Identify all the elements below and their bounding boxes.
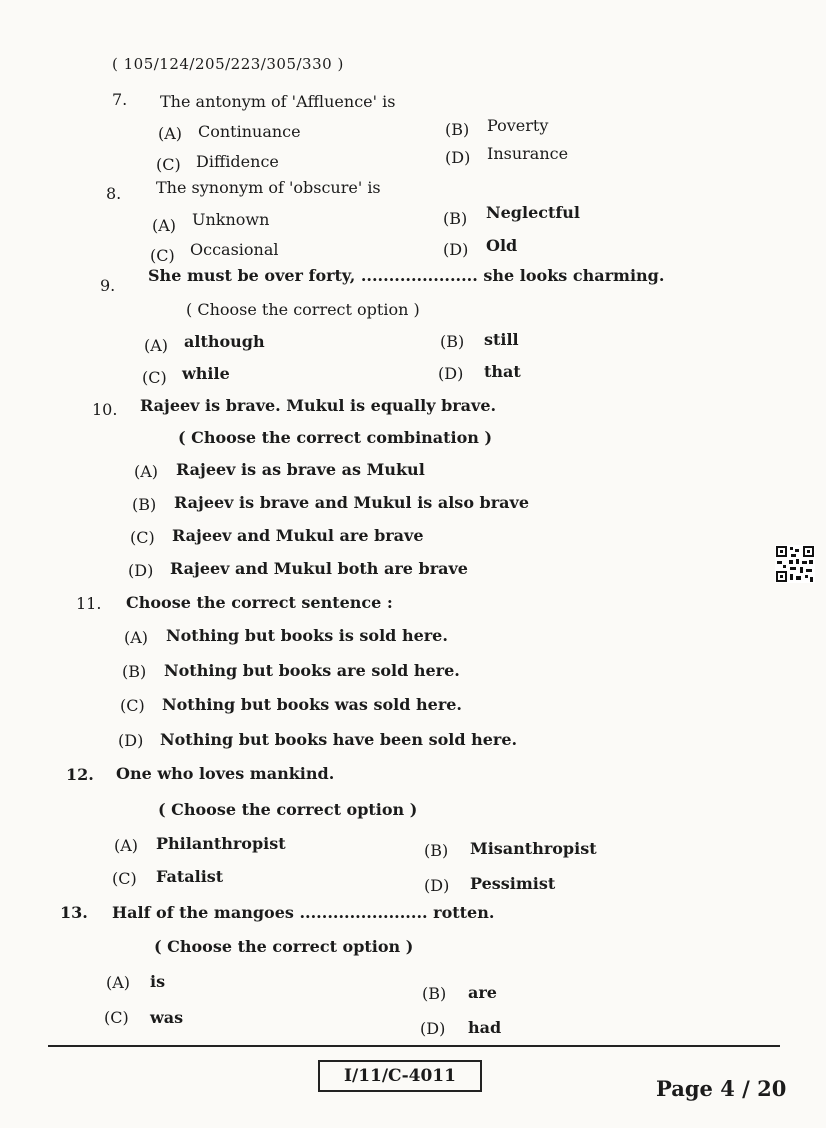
instruction-text: ( Choose the correct option ): [158, 800, 418, 819]
option-label: (A): [144, 336, 169, 355]
qr-code-icon: [775, 545, 815, 583]
footer-code-box: I/11/C-4011: [318, 1060, 482, 1092]
question-text: Rajeev is brave. Mukul is equally brave.: [140, 396, 497, 415]
option-text: Rajeev is brave and Mukul is also brave: [174, 493, 530, 512]
question-text: The synonym of 'obscure' is: [156, 178, 381, 197]
option-label: (D): [128, 561, 154, 580]
option-label: (B): [424, 841, 449, 860]
option-label: (B): [440, 332, 465, 351]
option-text: Rajeev is as brave as Mukul: [176, 460, 425, 479]
question-text: Half of the mangoes ....................... rotten.: [112, 903, 495, 922]
option-label: (B): [122, 662, 147, 681]
option-label: (C): [142, 368, 167, 387]
question-number: 11.: [76, 594, 102, 613]
option-text: Nothing but books have been sold here.: [160, 730, 518, 749]
option-label: (C): [112, 869, 137, 888]
option-label: (A): [124, 628, 149, 647]
option-text: Diffidence: [196, 152, 279, 171]
question-text: One who loves mankind.: [116, 764, 335, 783]
question-number: 9.: [100, 276, 116, 295]
question-text: The antonym of 'Affluence' is: [160, 92, 396, 111]
option-text: was: [150, 1008, 184, 1027]
option-label: (D): [445, 148, 471, 167]
option-text: Fatalist: [156, 867, 224, 886]
option-label: (B): [445, 120, 470, 139]
option-text: Neglectful: [486, 203, 580, 222]
option-label: (C): [150, 246, 175, 265]
option-text: Nothing but books was sold here.: [162, 695, 462, 714]
option-label: (B): [443, 209, 468, 228]
option-label: (D): [420, 1019, 446, 1038]
option-text: Occasional: [190, 240, 279, 259]
instruction-text: ( Choose the correct option ): [186, 300, 420, 319]
option-text: Unknown: [192, 210, 270, 229]
option-text: although: [184, 332, 265, 351]
option-label: (B): [422, 984, 447, 1003]
option-text: Philanthropist: [156, 834, 286, 853]
page-number: Page 4 / 20: [656, 1076, 787, 1101]
option-text: had: [468, 1018, 502, 1037]
option-text: Rajeev and Mukul are brave: [172, 526, 424, 545]
option-label: (D): [424, 876, 450, 895]
paper-code: ( 105/124/205/223/305/330 ): [112, 55, 344, 73]
question-number: 13.: [60, 903, 88, 922]
instruction-text: ( Choose the correct combination ): [178, 428, 493, 447]
option-text: Insurance: [487, 144, 569, 163]
option-text: Pessimist: [470, 874, 556, 893]
option-label: (C): [120, 696, 145, 715]
option-text: while: [182, 364, 230, 383]
option-text: Rajeev and Mukul both are brave: [170, 559, 468, 578]
option-text: Old: [486, 236, 518, 255]
question-number: 8.: [106, 184, 122, 203]
option-text: still: [484, 330, 519, 349]
option-label: (A): [134, 462, 159, 481]
question-number: 10.: [92, 400, 118, 419]
option-label: (D): [438, 364, 464, 383]
option-text: Nothing but books is sold here.: [166, 626, 448, 645]
option-label: (A): [152, 216, 177, 235]
option-label: (B): [132, 495, 157, 514]
option-text: Continuance: [198, 122, 301, 141]
option-label: (A): [158, 124, 183, 143]
question-number: 7.: [112, 90, 128, 109]
option-text: Poverty: [487, 116, 549, 135]
question-text: Choose the correct sentence :: [126, 593, 393, 612]
option-text: are: [468, 983, 497, 1002]
option-label: (A): [106, 973, 131, 992]
option-label: (C): [130, 528, 155, 547]
footer-divider: [48, 1045, 780, 1047]
instruction-text: ( Choose the correct option ): [154, 937, 414, 956]
option-text: is: [150, 972, 166, 991]
option-label: (D): [443, 240, 469, 259]
option-text: Misanthropist: [470, 839, 597, 858]
option-text: that: [484, 362, 521, 381]
option-label: (C): [156, 155, 181, 174]
question-number: 12.: [66, 765, 94, 784]
option-label: (A): [114, 836, 139, 855]
option-text: Nothing but books are sold here.: [164, 661, 460, 680]
option-label: (D): [118, 731, 144, 750]
question-text: She must be over forty, ..................... she looks charming.: [148, 266, 665, 285]
option-label: (C): [104, 1008, 129, 1027]
